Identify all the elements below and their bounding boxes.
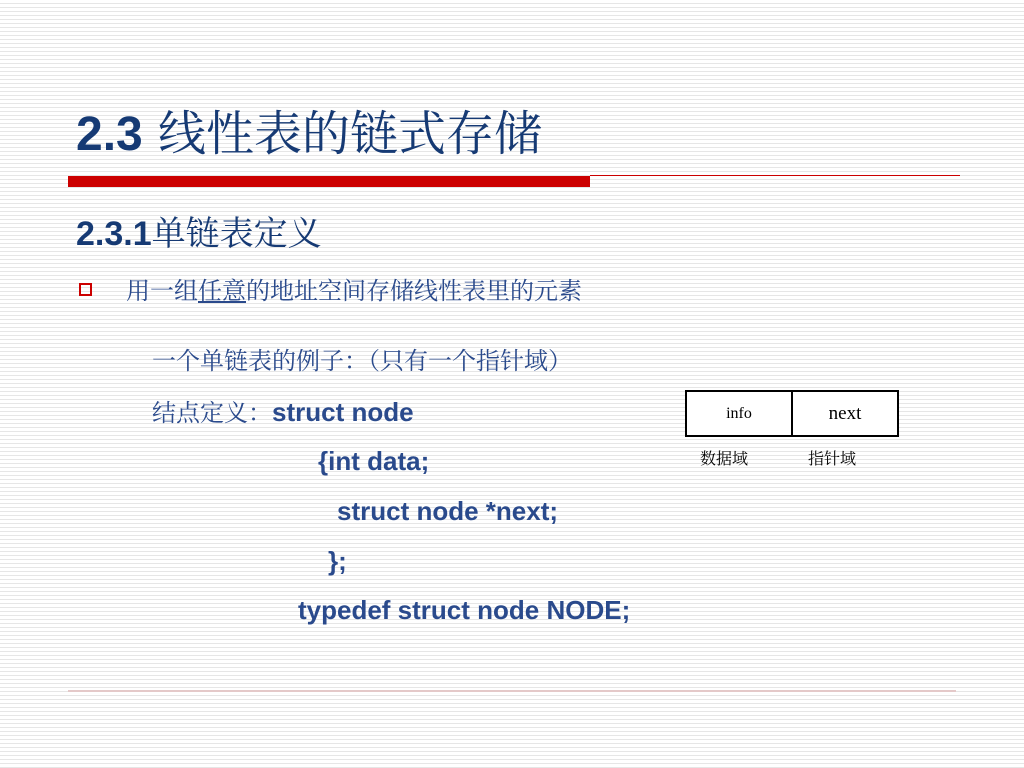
pointer-field-label: 指针域 (808, 449, 857, 468)
node-next-field: next (828, 402, 862, 424)
bullet-text-emphasis: 任意 (198, 277, 246, 305)
footer-divider (68, 690, 956, 692)
section-heading-text: 单链表定义 (151, 214, 322, 254)
title-underline-rule (590, 175, 960, 176)
section-heading (76, 212, 322, 256)
title-underline-bar (68, 176, 590, 187)
square-bullet-icon (79, 283, 92, 296)
node-definition-line (152, 396, 414, 429)
code-line-3: struct node *next; (337, 496, 559, 526)
section-heading-number: 2.3.1 (76, 215, 152, 253)
code-line-4: }; (328, 546, 347, 576)
code-line-5: typedef struct node NODE; (298, 595, 631, 625)
bullet-text-before: 用一组 (126, 277, 198, 305)
bullet-text-after: 的地址空间存储线性表里的元素 (246, 277, 582, 305)
bullet-point (126, 275, 582, 307)
slide-title-text: 线性表的链式存储 (158, 106, 543, 162)
example-line: 一个单链表的例子：（只有一个指针域） (152, 347, 572, 375)
code-line-1: struct node (272, 397, 414, 427)
data-field-label: 数据域 (700, 449, 749, 468)
code-line-2: {int data; (318, 446, 430, 476)
node-definition-label: 结点定义： (152, 399, 272, 427)
node-info-field: info (687, 392, 793, 435)
slide-title (76, 104, 542, 165)
linked-list-node-diagram (685, 390, 899, 437)
slide-title-number: 2.3 (76, 108, 143, 161)
